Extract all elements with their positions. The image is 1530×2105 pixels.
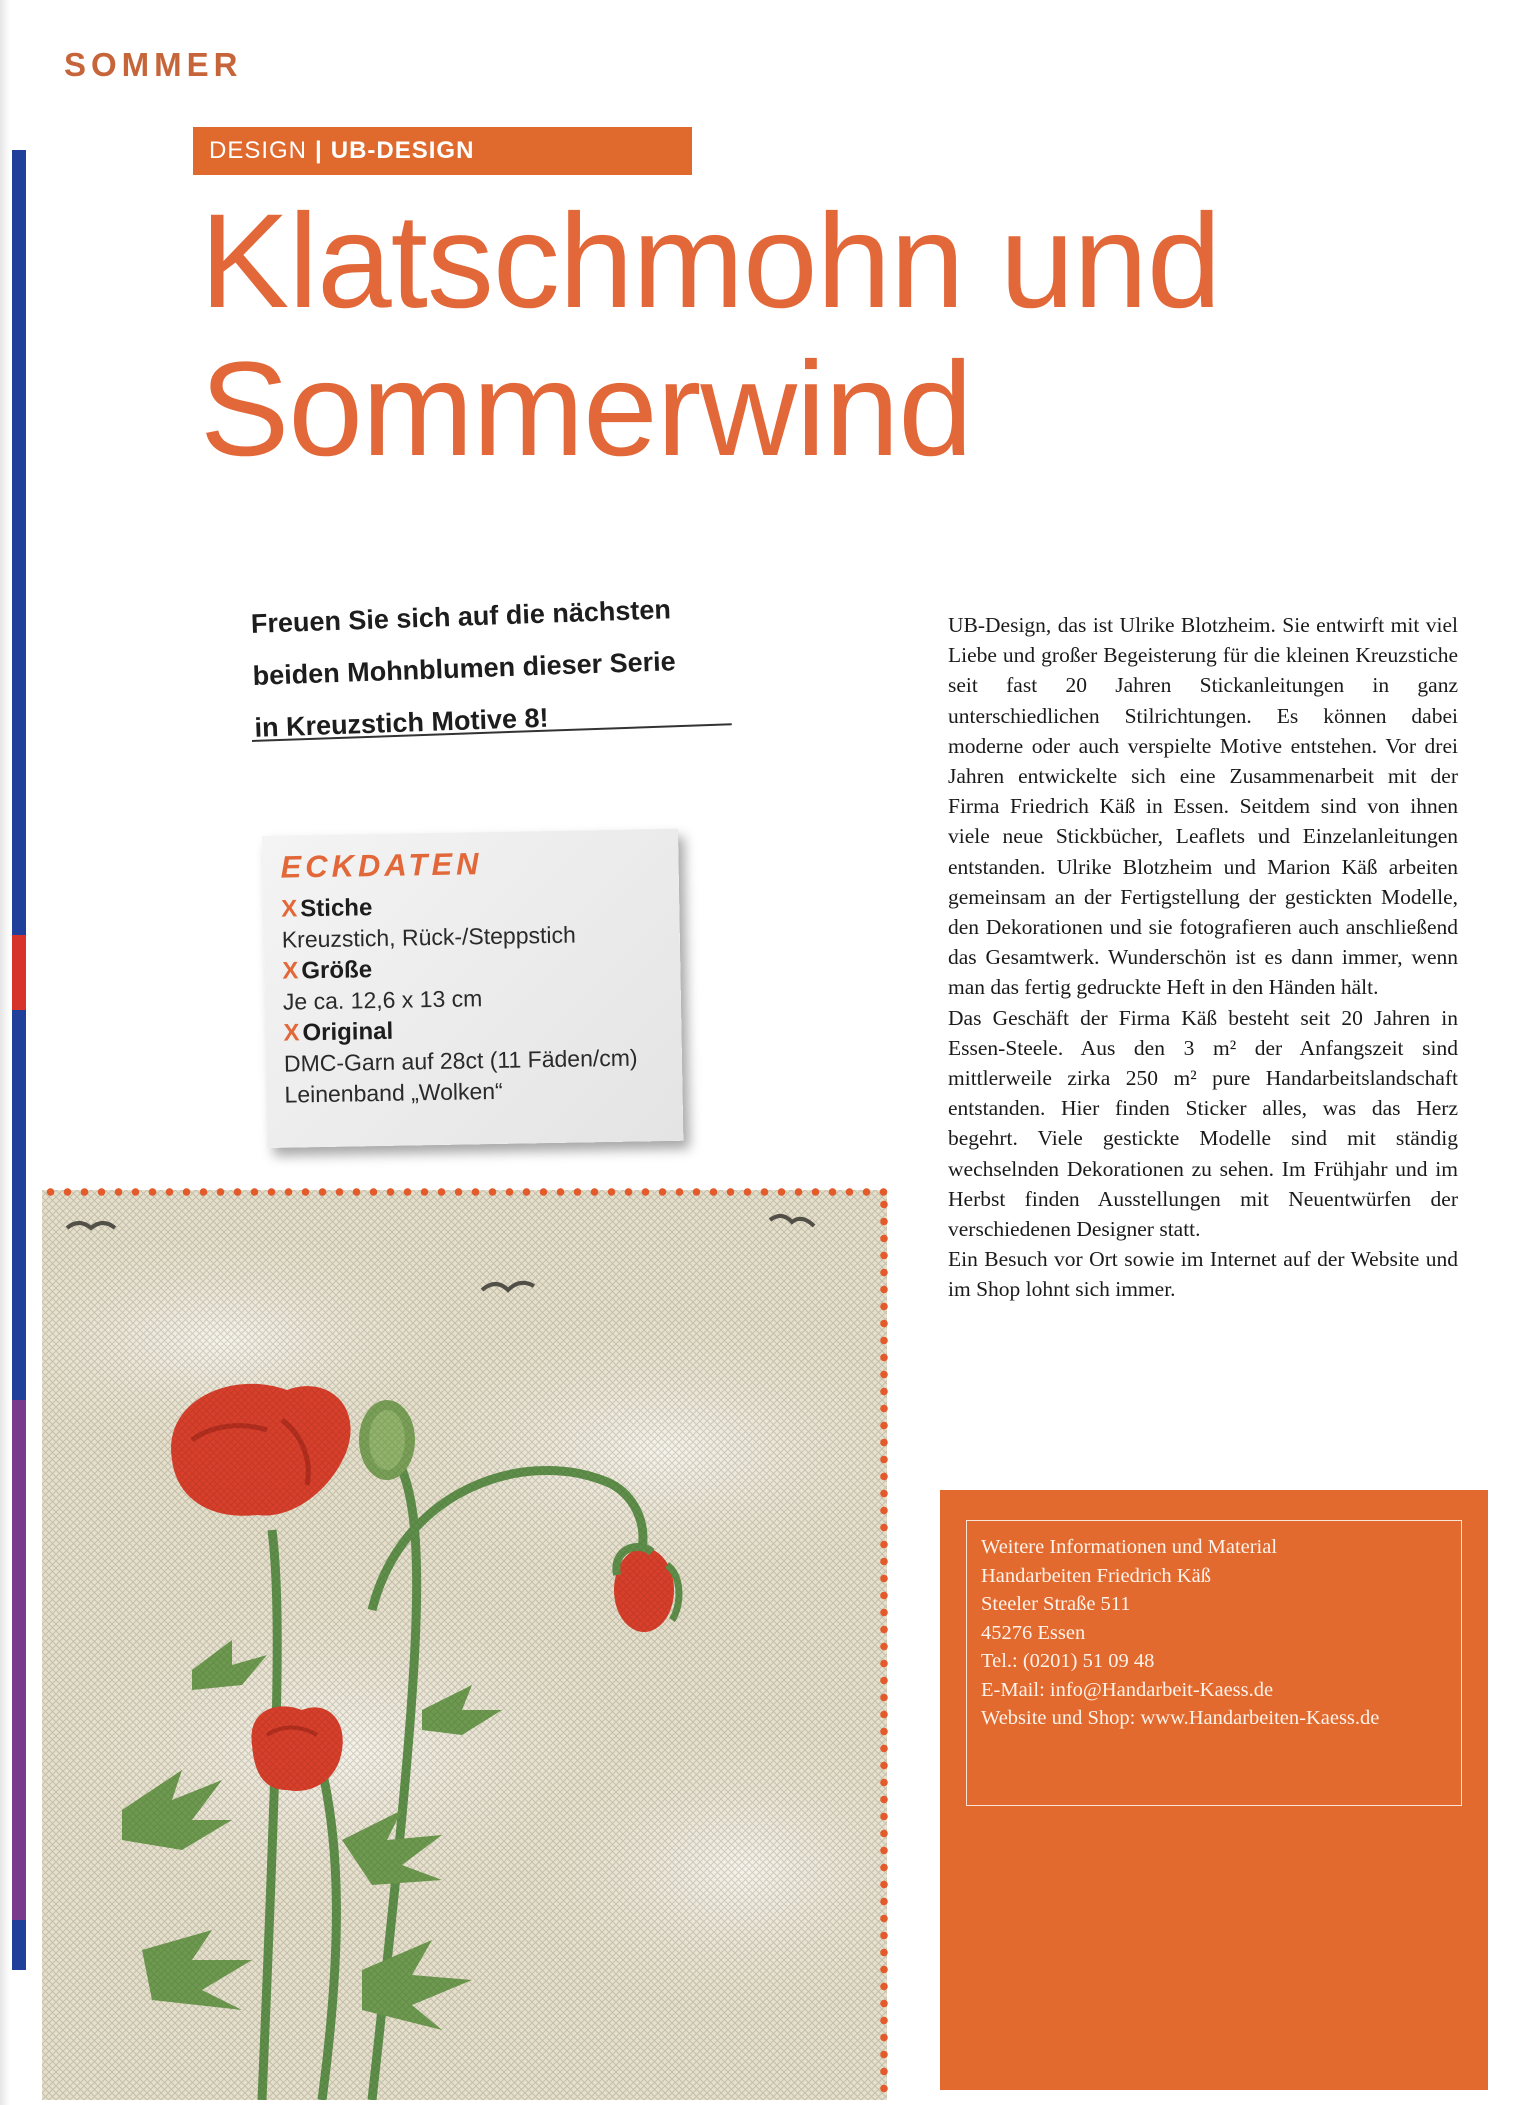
intro-line-3: in Kreuzstich Motive 8! — [254, 702, 549, 743]
cross-marker-icon: X — [282, 957, 299, 985]
cross-marker-icon: X — [283, 1019, 300, 1047]
fact-label-text: Original — [302, 1017, 394, 1047]
info-website: Website und Shop: www.Handarbeiten-Kaess.de — [981, 1707, 1380, 1729]
section-label: SOMMER — [64, 46, 243, 83]
body-paragraph-3: Ein Besuch vor Ort sowie im Internet auf der Website und im Shop lohnt sich immer. — [948, 1247, 1458, 1302]
info-phone: Tel.: (0201) 51 09 48 — [981, 1650, 1155, 1672]
kicker-bar — [193, 127, 692, 175]
info-street: Steeler Straße 511 — [981, 1593, 1131, 1615]
headline — [200, 188, 1300, 484]
fact-value-stitches: Kreuzstich, Rück-/Steppstich — [281, 921, 577, 953]
info-box-frame — [966, 1520, 1462, 1806]
kicker-separator: | — [315, 137, 323, 164]
headline-line-2: Sommerwind — [200, 335, 972, 484]
spine-red-mark — [12, 935, 26, 1010]
body-paragraph-2: Das Geschäft der Firma Käß besteht seit 20 Jahren in Essen-Steele. Aus den 3 m² der Anfangszeit sind mittlerweile zirka 250 m² pure Handarbeitslandschaft entstanden. Hier finden Sticker alles, was das Herz begehrt. Viele gestickte Modelle sind mit ständig wechselnden Dekorationen zu sehen. Im Frühjahr und im Herbst finden Ausstellungen mit Neuentwürfen der verschiedenen Designer statt. — [948, 1005, 1458, 1242]
intro-text — [250, 581, 735, 754]
fact-value-size: Je ca. 12,6 x 13 cm — [282, 985, 483, 1015]
intro-line-2: beiden Mohnblumen dieser Serie — [252, 646, 677, 691]
info-box — [940, 1490, 1488, 2090]
embroidery-photo — [42, 1190, 887, 2100]
fact-value-original-fabric: Leinenband „Wolken“ — [284, 1077, 503, 1108]
page-edge — [0, 0, 10, 2105]
article-body — [948, 610, 1458, 1305]
fact-card-title: ECKDATEN — [280, 846, 483, 885]
headline-line-1: Klatschmohn und — [200, 187, 1221, 336]
info-company: Handarbeiten Friedrich Käß — [981, 1564, 1211, 1587]
intro-line-1: Freuen Sie sich auf die nächsten — [250, 594, 672, 639]
fact-value-original-yarn: DMC-Garn auf 28ct (11 Fäden/cm) — [283, 1044, 638, 1077]
spine-purple-mark — [12, 1400, 26, 1920]
dotted-border-top — [42, 1188, 890, 1196]
body-paragraph-1: UB-Design, das ist Ulrike Blotzheim. Sie entwirft mit viel Liebe und großer Begeisterung für die kleinen Kreuzstiche seit fast 20 Jahren Stickanleitungen in ganz unterschiedlichen Stilrichtungen. Es können dabei moderne oder auch verspielte Motive entstehen. Vor drei Jahren entwickelte sich eine Zusammenarbeit mit der Firma Friedrich Käß in Essen. Seitdem sind von ihnen viele neue Stickbücher, Leaflets und Einzelanleitungen entstanden. Ulrike Blotzheim und Marion Käß arbeiten gemeinsam an der Fertigstellung der gestickten Modelle, den Dekorationen und sie fotografieren auch anschließend das Gesamtwerk. Wunderschön ist es dann immer, wenn man das fertig gedruckte Heft in den Händen hält. — [948, 613, 1458, 1000]
info-email: E-Mail: info@Handarbeit-Kaess.de — [981, 1678, 1274, 1701]
dotted-border-right — [880, 1196, 888, 2096]
kicker-category: DESIGN — [209, 137, 308, 164]
fact-card — [262, 829, 683, 1148]
fact-label-text: Größe — [301, 956, 373, 985]
kicker-designer: UB-DESIGN — [330, 137, 475, 164]
poppy-embroidery-image — [42, 1190, 887, 2100]
cross-marker-icon: X — [281, 895, 298, 923]
fact-label-text: Stiche — [300, 894, 373, 923]
info-city: 45276 Essen — [981, 1621, 1086, 1644]
info-heading: Weitere Informationen und Material — [981, 1536, 1278, 1558]
